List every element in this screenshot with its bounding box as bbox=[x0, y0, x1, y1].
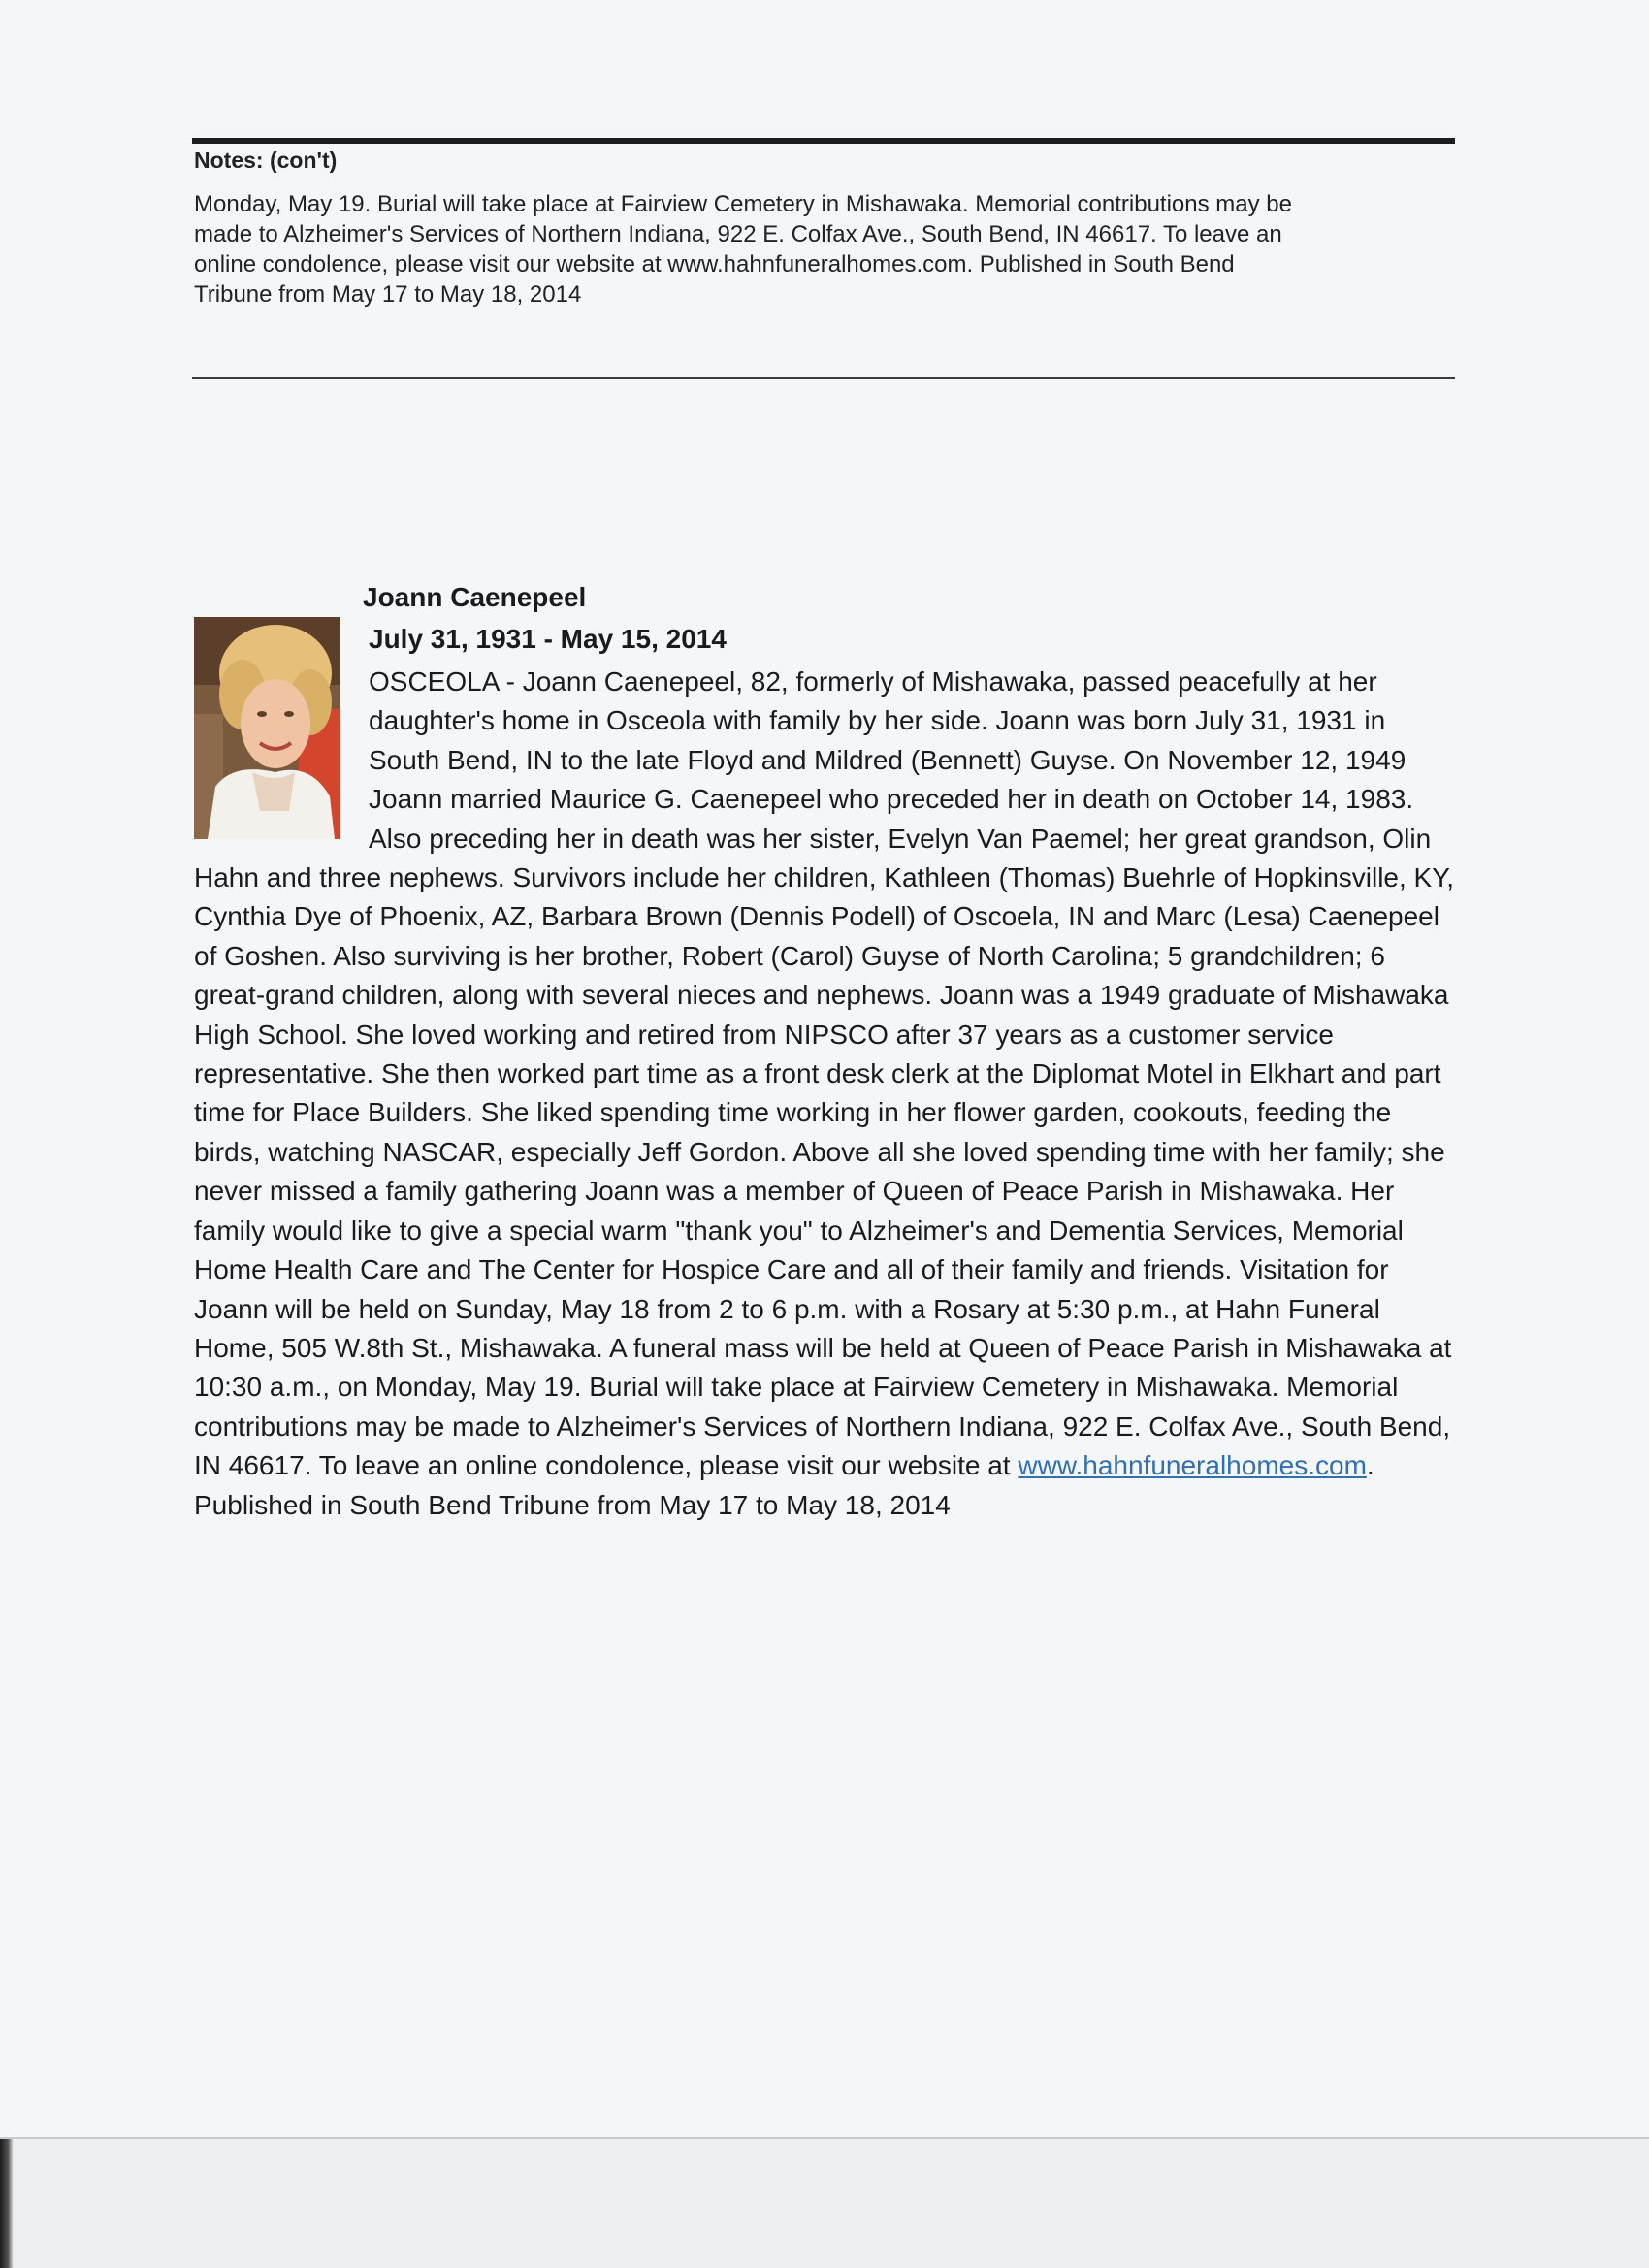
notes-text bbox=[194, 189, 1455, 309]
scan-edge-shadow bbox=[0, 2139, 14, 2268]
notes-line: Monday, May 19. Burial will take place at Fairview Cemetery in Mishawaka. Memorial contributions may be bbox=[194, 191, 1292, 217]
notes-heading: Notes: (con't) bbox=[194, 147, 338, 173]
notes-top-rule bbox=[192, 138, 1455, 144]
obituary-text-end: . Published in South Bend Tribune from May 17 to May 18, 2014 bbox=[194, 1450, 1374, 1520]
notes-line: Tribune from May 17 to May 18, 2014 bbox=[194, 281, 582, 308]
funeral-home-link[interactable]: www.hahnfuneralhomes.com bbox=[1018, 1450, 1367, 1481]
photo-wrap-spacer bbox=[194, 663, 369, 857]
scan-bottom-margin bbox=[0, 2139, 1649, 2268]
obituary-text: OSCEOLA - Joann Caenepeel, 82, formerly of Mishawaka, passed peacefully at her daughter's home in Osceola with family by her side. Joann was born July 31, 1931 in South Bend, IN to the late Floyd and Mildred (Bennett) Guyse. On November 12, 1949 Joann married Maurice G. Caenepeel who preceded her in death on October 14, 1983. Also preceding her in death was her sister, Evelyn Van Paemel; her great grandson, Olin Hahn and three nephews. Survivors include her children, Kathleen (Thomas) Buehrle of Hopkinsville, KY, Cynthia Dye of Phoenix, AZ, Barbara Brown (Dennis Podell) of Oscoela, IN and Marc (Lesa) Caenepeel of Goshen. Also surviving is her brother, Robert (Carol) Guyse of North Carolina; 5 grandchildren; 6 great-grand children, along with several nieces and nephews. Joann was a 1949 graduate of Mishawaka High School. She loved working and retired from NIPSCO after 37 years as a customer service representative. She then worked part time as a front desk clerk at the Diplomat Motel in Elkhart and part time for Place Builders. She liked spending time working in her flower garden, cookouts, feeding the birds, watching NASCAR, especially Jeff Gordon. Above all she loved spending time with her family; she never missed a family gathering Joann was a member of Queen of Peace Parish in Mishawaka. Her family would like to give a special warm "thank you" to Alzheimer's and Dementia Services, Memorial Home Health Care and The Center for Hospice Care and all of their family and friends. Visitation for Joann will be held on Sunday, May 18 from 2 to 6 p.m. with a Rosary at 5:30 p.m., at Hahn Funeral Home, 505 W.8th St., Mishawaka. A funeral mass will be held at Queen of Peace Parish in Mishawaka at 10:30 a.m., on Monday, May 19. Burial will take place at Fairview Cemetery in Mishawaka. Memorial contributions may be made to Alzheimer's Services of Northern Indiana, 922 E. Colfax Ave., South Bend, IN 46617. To leave an online condolence, please visit our website at bbox=[194, 666, 1455, 1481]
notes-line: online condolence, please visit our website at www.hahnfuneralhomes.com. Published in South Bend bbox=[194, 251, 1235, 277]
obituary-dates: July 31, 1931 - May 15, 2014 bbox=[369, 624, 727, 654]
obituary-body bbox=[194, 663, 1461, 1525]
obituary-name: Joann Caenepeel bbox=[363, 582, 587, 612]
notes-line: made to Alzheimer's Services of Northern Indiana, 922 E. Colfax Ave., South Bend, IN 46617. To leave an bbox=[194, 221, 1282, 247]
section-divider bbox=[192, 377, 1455, 379]
